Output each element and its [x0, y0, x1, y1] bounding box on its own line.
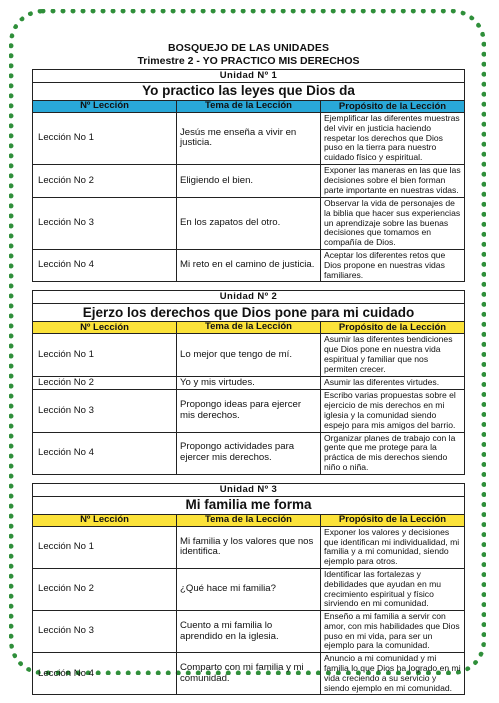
topic-cell: Cuento a mi familia lo aprendido en la iglesia. [177, 611, 321, 653]
topic-cell: Yo y mis virtudes. [177, 376, 321, 390]
lesson-cell: Lección No 2 [33, 376, 177, 390]
purpose-cell: Exponer las maneras en las que las decisiones sobre el bien forman parte importante en nuestras vidas. [321, 164, 465, 197]
purpose-cell: Identificar las fortalezas y debilidades que ayudan en mu crecimiento espiritual y físico sirviendo en mi comunidad. [321, 568, 465, 610]
topic-cell: Jesús me enseña a vivir en justicia. [177, 113, 321, 165]
topic-cell: Mi reto en el camino de justicia. [177, 249, 321, 281]
column-header-row [33, 322, 465, 334]
topic-cell: Comparto con mi familia y mi comunidad. [177, 653, 321, 695]
lesson-cell: Lección No 2 [33, 164, 177, 197]
table-row [33, 376, 465, 390]
purpose-cell: Aceptar los diferentes retos que Dios propone en nuestras vidas familiares. [321, 249, 465, 281]
table-row [33, 113, 465, 165]
topic-cell: Mi familia y los valores que nos identifica. [177, 526, 321, 568]
header-topic: Tema de la Lección [177, 101, 321, 113]
table-row [33, 197, 465, 249]
document-body [32, 42, 465, 703]
table-row [33, 334, 465, 376]
column-header-row [33, 101, 465, 113]
table-row [33, 432, 465, 474]
topic-cell: En los zapatos del otro. [177, 197, 321, 249]
unit-1-table [32, 69, 465, 282]
unit-label: Unidad Nº 2 [33, 291, 465, 304]
lesson-cell: Lección No 1 [33, 113, 177, 165]
topic-cell: Propongo ideas para ejercer mis derechos. [177, 390, 321, 432]
lesson-cell: Lección No 3 [33, 390, 177, 432]
table-row [33, 164, 465, 197]
lesson-cell: Lección No 3 [33, 197, 177, 249]
header-topic: Tema de la Lección [177, 322, 321, 334]
purpose-cell: Exponer los valores y decisiones que identifican mi individualidad, mi familia y a mi comunidad, siendo ejemplo para otros. [321, 526, 465, 568]
topic-cell: Propongo actividades para ejercer mis derechos. [177, 432, 321, 474]
purpose-cell: Asumir las diferentes virtudes. [321, 376, 465, 390]
lesson-cell: Lección No 1 [33, 334, 177, 376]
document-subtitle: Trimestre 2 - YO PRACTICO MIS DERECHOS [137, 55, 360, 67]
table-row [33, 568, 465, 610]
table-row [33, 653, 465, 695]
lesson-cell: Lección No 3 [33, 611, 177, 653]
unit-title: Ejerzo los derechos que Dios pone para mi cuidado [33, 304, 465, 322]
table-row [33, 611, 465, 653]
header-lesson: Nº Lección [33, 322, 177, 334]
column-header-row [33, 514, 465, 526]
lesson-cell: Lección No 1 [33, 526, 177, 568]
header-purpose: Propósito de la Lección [321, 101, 465, 113]
lesson-cell: Lección No 4 [33, 653, 177, 695]
lesson-cell: Lección No 2 [33, 568, 177, 610]
header-purpose: Propósito de la Lección [321, 322, 465, 334]
purpose-cell: Observar la vida de personajes de la biblia que hacer sus experiencias un aprendizaje sobre las buenas decisiones que tomamos en compañía de Dios. [321, 197, 465, 249]
header-lesson: Nº Lección [33, 101, 177, 113]
unit-2-table [32, 290, 465, 474]
document-title: BOSQUEJO DE LAS UNIDADES [167, 42, 330, 54]
purpose-cell: Organizar planes de trabajo con la gente que me protege para la práctica de mis derechos siendo niño o niña. [321, 432, 465, 474]
purpose-cell: Escribo varias propuestas sobre el ejercicio de mis derechos en mi iglesia y la comunidad siendo espejo para mis amigos del barrio. [321, 390, 465, 432]
purpose-cell: Anuncio a mi comunidad y mi familia lo que Dios ha logrado en mi vida creciendo a su servicio y siendo ejemplo en mi comunidad. [321, 653, 465, 695]
unit-3-table [32, 483, 465, 696]
table-row [33, 249, 465, 281]
unit-label: Unidad Nº 1 [33, 70, 465, 83]
purpose-cell: Enseño a mi familia a servir con amor, con mis habilidades que Dios puso en mi vida, para ser un ejemplo para la comunidad. [321, 611, 465, 653]
lesson-cell: Lección No 4 [33, 249, 177, 281]
purpose-cell: Ejemplificar las diferentes muestras del vivir en justicia haciendo respetar los derechos que Dios puso en la tierra para nuestro cuidado físico y espiritual. [321, 113, 465, 165]
table-row [33, 390, 465, 432]
header-lesson: Nº Lección [33, 514, 177, 526]
table-row [33, 526, 465, 568]
unit-title: Yo practico las leyes que Dios da [33, 83, 465, 101]
header-purpose: Propósito de la Lección [321, 514, 465, 526]
topic-cell: ¿Qué hace mi familia? [177, 568, 321, 610]
unit-label: Unidad Nº 3 [33, 483, 465, 496]
unit-title: Mi familia me forma [33, 496, 465, 514]
header-topic: Tema de la Lección [177, 514, 321, 526]
topic-cell: Eligiendo el bien. [177, 164, 321, 197]
topic-cell: Lo mejor que tengo de mí. [177, 334, 321, 376]
lesson-cell: Lección No 4 [33, 432, 177, 474]
purpose-cell: Asumir las diferentes bendiciones que Dios pone en nuestra vida espiritual y familiar que nos permiten crecer. [321, 334, 465, 376]
